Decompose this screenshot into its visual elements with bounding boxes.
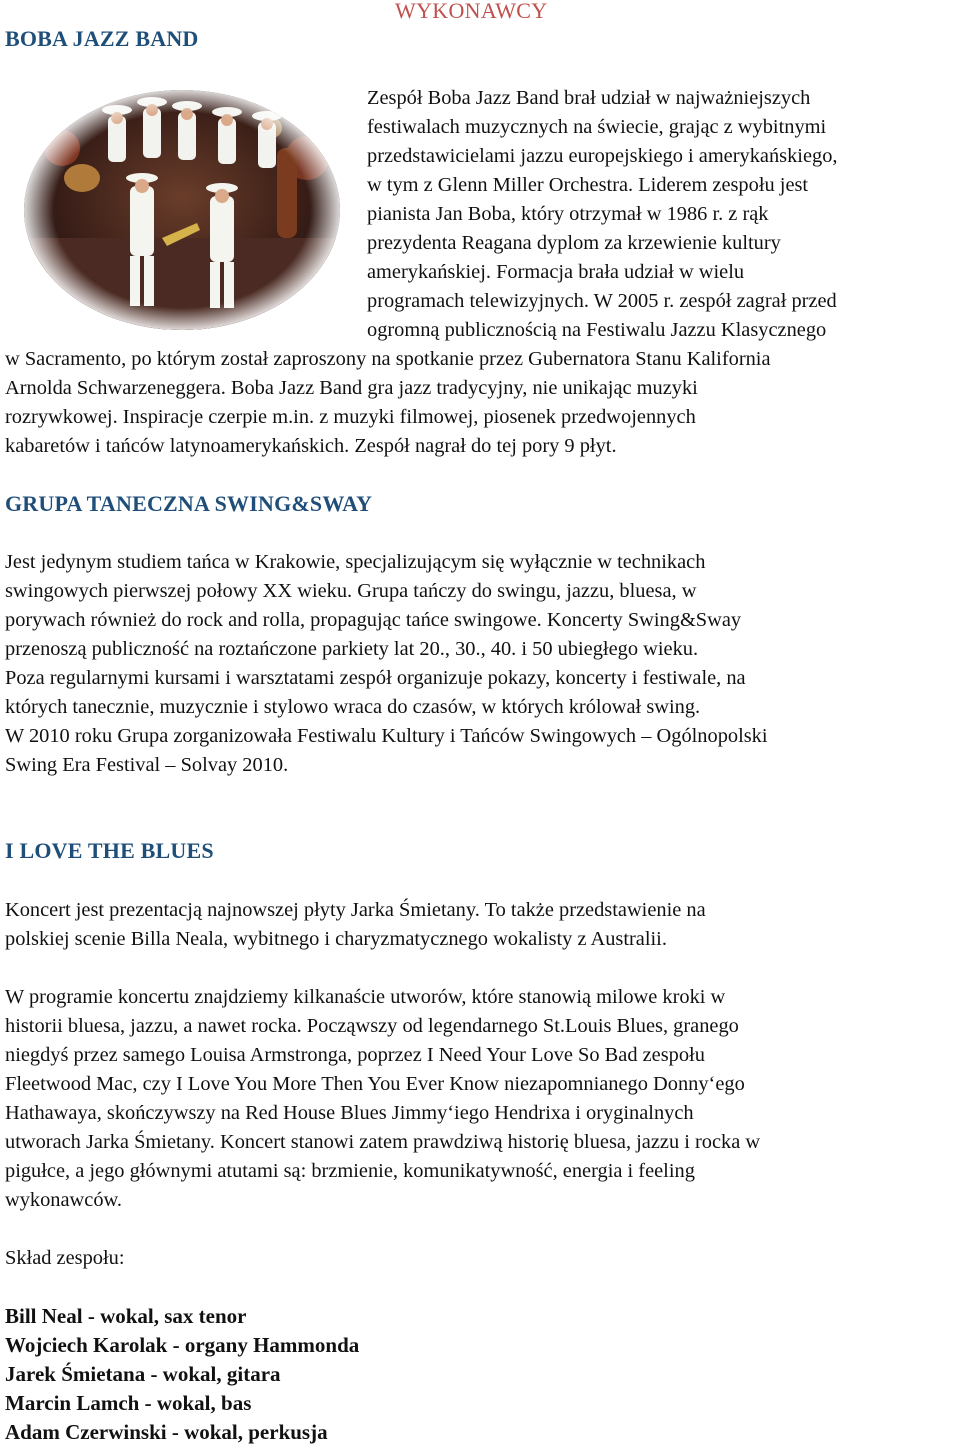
text-line: wykonawców. (5, 1189, 123, 1211)
text-line: rozrywkowej. Inspiracje czerpie m.in. z muzyki filmowej, piosenek przedwojennych (5, 406, 696, 428)
text-line: w tym z Glenn Miller Orchestra. Liderem zespołu jest (367, 174, 809, 196)
lineup-item: Marcin Lamch - wokal, bas (5, 1391, 252, 1415)
text-line: polskiej scenie Billa Neala, wybitnego i charyzmatycznego wokalisty z Australii. (5, 928, 667, 950)
text-line: porywach również do rock and rolla, propagując tańce swingowe. Koncerty Swing&Sway (5, 609, 742, 631)
text-line: Fleetwood Mac, czy I Love You More Then You Ever Know niezapomnianego Donny‘ego (5, 1073, 745, 1095)
text-line: Koncert jest prezentacją najnowszej płyty Jarka Śmietany. To także przedstawienie na (5, 899, 706, 921)
text-line: przenoszą publiczność na roztańczone parkiety lat 20., 30., 40. i 50 ubiegłego wieku. (5, 638, 699, 660)
lineup-item: Adam Czerwinski - wokal, perkusja (5, 1420, 328, 1444)
page-title: WYKONAWCY (395, 0, 548, 23)
swing-text (5, 548, 955, 780)
lineup-item: Bill Neal - wokal, sax tenor (5, 1304, 247, 1328)
lineup-item: Jarek Śmietana - wokal, gitara (5, 1362, 281, 1386)
text-line: niegdyś przez samego Louisa Armstronga, poprzez I Need Your Love So Bad zespołu (5, 1044, 705, 1066)
text-line: ogromną publicznością na Festiwalu Jazzu Klasycznego (367, 319, 827, 341)
text-line: historii bluesa, jazzu, a nawet rocka. Począwszy od legendarnego St.Louis Blues, granego (5, 1015, 739, 1037)
text-line: Poza regularnymi kursami i warsztatami zespół organizuje pokazy, koncerty i festiwale, na (5, 667, 746, 689)
text-line: swingowych pierwszej połowy XX wieku. Grupa tańczy do swingu, jazzu, bluesa, w (5, 580, 697, 602)
text-line: pigułce, a jego głównymi atutami są: brzmienie, komunikatywność, energia i feeling (5, 1160, 695, 1182)
text-line: kabaretów i tańców latynoamerykańskich. Zespół nagrał do tej pory 9 płyt. (5, 435, 617, 457)
text-line: w Sacramento, po którym został zaproszony na spotkanie przez Gubernatora Stanu Kalifornia (5, 348, 771, 370)
lineup-label: Skład zespołu: (5, 1247, 125, 1269)
text-line: programach telewizyjnych. W 2005 r. zespół zagrał przed (367, 290, 837, 312)
boba-jazz-band-heading: BOBA JAZZ BAND (5, 26, 199, 51)
boba-intro-text (367, 84, 955, 345)
lineup-list (5, 1302, 359, 1447)
boba-full-text (5, 345, 955, 461)
swing-sway-heading: GRUPA TANECZNA SWING&SWAY (5, 491, 373, 516)
band-photo (22, 88, 342, 332)
text-line: których tanecznie, muzycznie i stylowo wraca do czasów, w których królował swing. (5, 696, 701, 718)
text-line: W 2010 roku Grupa zorganizowała Festiwalu Kultury i Tańców Swingowych – Ogólnopolski (5, 725, 768, 747)
text-line: Jest jedynym studiem tańca w Krakowie, specjalizującym się wyłącznie w technikach (5, 551, 706, 573)
text-line: amerykańskiej. Formacja brała udział w wielu (367, 261, 745, 283)
text-line: Zespół Boba Jazz Band brał udział w najważniejszych (367, 87, 811, 109)
text-line: prezydenta Reagana dyplom za krzewienie kultury (367, 232, 781, 254)
text-line: Hathawaya, skończywszy na Red House Blues Jimmy‘iego Hendrixa i oryginalnych (5, 1102, 694, 1124)
text-line: Arnolda Schwarzeneggera. Boba Jazz Band gra jazz tradycyjny, nie unikając muzyki (5, 377, 698, 399)
blues-paragraph-2 (5, 983, 955, 1215)
lineup-item: Wojciech Karolak - organy Hammonda (5, 1333, 360, 1357)
text-line: festiwalach muzycznych na świecie, grając z wybitnymi (367, 116, 827, 138)
blues-paragraph-1 (5, 896, 955, 954)
text-line: przedstawicielami jazzu europejskiego i amerykańskiego, (367, 145, 838, 167)
text-line: W programie koncertu znajdziemy kilkanaście utworów, które stanowią milowe kroki w (5, 986, 726, 1008)
i-love-the-blues-heading: I LOVE THE BLUES (5, 838, 214, 863)
text-line: Swing Era Festival – Solvay 2010. (5, 754, 289, 776)
text-line: utworach Jarka Śmietany. Koncert stanowi zatem prawdziwą historię bluesa, jazzu i rocka w (5, 1131, 761, 1153)
text-line: pianista Jan Boba, który otrzymał w 1986 r. z rąk (367, 203, 769, 225)
